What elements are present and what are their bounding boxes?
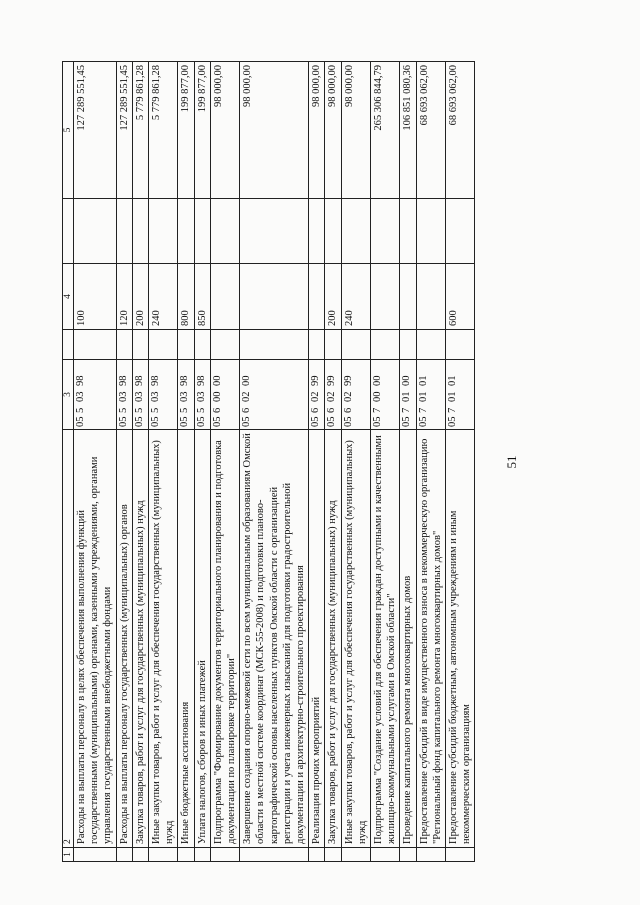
code-part: 02: [241, 391, 253, 402]
row-code: [371, 360, 400, 430]
row-name: Предоставление субсидий в виде имущественного взноса в некоммерческую организацию "Региональный фонд капитального ремонта многоквартирных домов": [416, 430, 445, 848]
row-vr: [210, 264, 239, 330]
code-part: 05: [179, 416, 191, 427]
code-part: 7: [447, 407, 459, 413]
header-col-1: 1: [63, 848, 74, 862]
row-name: Уплата налогов, сборов и иных платежей: [194, 430, 210, 848]
code-part: 7: [401, 407, 413, 413]
code-part: 5: [195, 407, 207, 413]
code-part: 98: [75, 375, 86, 386]
table-row: [446, 62, 475, 862]
row-name: Закупка товаров, работ и услуг для государственных (муниципальных) нужд: [325, 430, 341, 848]
row-spacer-2: [446, 199, 475, 264]
row-spacer-2: [371, 199, 400, 264]
row-spacer: [132, 330, 148, 360]
row-vr: 800: [178, 264, 194, 330]
row-spacer: [341, 330, 370, 360]
code-part: 03: [150, 391, 162, 402]
row-vr: 120: [116, 264, 132, 330]
row-spacer-2: [240, 199, 309, 264]
row-amount: 199 877,00: [194, 62, 210, 199]
header-col-2: 2: [63, 430, 74, 848]
code-part: 99: [310, 375, 322, 386]
code-part: 00: [401, 375, 413, 386]
row-amount: 127 289 551,45: [74, 62, 117, 199]
row-col-1: [210, 848, 239, 862]
code-part: 05: [342, 416, 354, 427]
code-part: 05: [117, 416, 129, 427]
code-part: 05: [326, 416, 338, 427]
code-part: 01: [447, 391, 459, 402]
code-part: 6: [342, 407, 354, 413]
row-col-1: [371, 848, 400, 862]
row-code: [74, 360, 117, 430]
row-code: [341, 360, 370, 430]
code-part: 98: [133, 375, 145, 386]
code-part: 05: [150, 416, 162, 427]
code-part: 7: [372, 407, 384, 413]
code-part: 5: [179, 407, 191, 413]
code-part: 05: [241, 416, 253, 427]
row-spacer: [400, 330, 416, 360]
code-part: 05: [401, 416, 413, 427]
code-part: 05: [133, 416, 145, 427]
row-col-1: [149, 848, 178, 862]
row-name: Расходы на выплаты персоналу в целях обеспечения выполнения функций государственными (муниципальными) органами, казенными учреждениями, органами управления государственными внебюджетными фондами: [74, 430, 117, 848]
code-part: 03: [117, 391, 129, 402]
row-amount: 98 000,00: [325, 62, 341, 199]
code-part: 5: [75, 407, 86, 413]
table-row: [309, 62, 325, 862]
row-vr: [309, 264, 325, 330]
row-code: [194, 360, 210, 430]
row-code: [446, 360, 475, 430]
row-vr: 100: [74, 264, 117, 330]
code-part: 01: [417, 375, 429, 386]
row-vr: 240: [341, 264, 370, 330]
header-spacer: [63, 330, 74, 360]
row-spacer: [309, 330, 325, 360]
row-spacer-2: [132, 199, 148, 264]
row-name: Предоставление субсидий бюджетным, автономным учреждениям и иным некоммерческим организациям: [446, 430, 475, 848]
row-amount: 106 851 080,36: [400, 62, 416, 199]
row-amount: 265 306 844,79: [371, 62, 400, 199]
code-part: 5: [150, 407, 162, 413]
row-name: Иные закупки товаров, работ и услуг для обеспечения государственных (муниципальных) нужд: [341, 430, 370, 848]
row-vr: 240: [149, 264, 178, 330]
code-part: 05: [75, 416, 86, 427]
row-spacer-2: [341, 199, 370, 264]
code-part: 6: [310, 407, 322, 413]
row-code: [240, 360, 309, 430]
code-part: 05: [417, 416, 429, 427]
code-part: 6: [211, 407, 223, 413]
row-spacer: [371, 330, 400, 360]
header-row: [63, 62, 74, 862]
row-amount: 127 289 551,45: [116, 62, 132, 199]
code-part: 02: [342, 391, 354, 402]
row-spacer: [446, 330, 475, 360]
row-code: [309, 360, 325, 430]
row-spacer-2: [178, 199, 194, 264]
row-amount: 199 877,00: [178, 62, 194, 199]
row-spacer-2: [400, 199, 416, 264]
row-col-1: [116, 848, 132, 862]
row-col-1: [341, 848, 370, 862]
rotated-content: [62, 62, 577, 862]
row-spacer-2: [74, 199, 117, 264]
row-spacer-2: [116, 199, 132, 264]
row-amount: 5 779 861,28: [149, 62, 178, 199]
row-vr: [240, 264, 309, 330]
code-part: 03: [75, 391, 86, 402]
row-spacer-2: [194, 199, 210, 264]
table-row: [371, 62, 400, 862]
row-amount: 98 000,00: [210, 62, 239, 199]
budget-table: [62, 61, 475, 862]
row-name: Проведение капитального ремонта многоквартирных домов: [400, 430, 416, 848]
table-row: [116, 62, 132, 862]
code-part: 05: [447, 416, 459, 427]
row-col-1: [309, 848, 325, 862]
code-part: 01: [417, 391, 429, 402]
row-amount: 98 000,00: [341, 62, 370, 199]
row-code: [132, 360, 148, 430]
code-part: 00: [211, 391, 223, 402]
row-vr: 200: [325, 264, 341, 330]
code-part: 01: [401, 391, 413, 402]
code-part: 98: [150, 375, 162, 386]
table-row: [416, 62, 445, 862]
row-name: Завершение создания опорно-межевой сети по всем муниципальным образованиям Омской области в местной системе координат (МСК-55-2008) и подготовки планово-картографической основы населенных пунктов Омской области с организацией регистрации и учета инженерных изысканий для подготовки градостроительной документации и архитектурно-строительного проектирования: [240, 430, 309, 848]
row-spacer: [194, 330, 210, 360]
code-part: 99: [342, 375, 354, 386]
code-part: 03: [195, 391, 207, 402]
row-code: [210, 360, 239, 430]
row-col-1: [446, 848, 475, 862]
code-part: 5: [117, 407, 129, 413]
row-name: Расходы на выплаты персоналу государственных (муниципальных) органов: [116, 430, 132, 848]
code-part: 00: [372, 375, 384, 386]
code-part: 05: [211, 416, 223, 427]
code-part: 98: [117, 375, 129, 386]
row-name: Закупка товаров, работ и услуг для государственных (муниципальных) нужд: [132, 430, 148, 848]
row-vr: [371, 264, 400, 330]
row-code: [400, 360, 416, 430]
row-code: [178, 360, 194, 430]
code-part: 98: [179, 375, 191, 386]
code-part: 01: [447, 375, 459, 386]
row-vr: [400, 264, 416, 330]
row-name: Иные закупки товаров, работ и услуг для обеспечения государственных (муниципальных) нужд: [149, 430, 178, 848]
row-col-1: [325, 848, 341, 862]
row-amount: 98 000,00: [240, 62, 309, 199]
row-vr: 600: [446, 264, 475, 330]
page-number: 51: [504, 455, 519, 469]
row-amount: 5 779 861,28: [132, 62, 148, 199]
table-row: [400, 62, 416, 862]
code-part: 00: [372, 391, 384, 402]
row-vr: [416, 264, 445, 330]
table-row: [210, 62, 239, 862]
row-spacer: [416, 330, 445, 360]
table-row: [178, 62, 194, 862]
code-part: 99: [326, 375, 338, 386]
row-vr: 850: [194, 264, 210, 330]
row-spacer-2: [325, 199, 341, 264]
row-spacer: [74, 330, 117, 360]
header-col-3: 3: [63, 360, 74, 430]
code-part: 02: [326, 391, 338, 402]
row-name: Реализация прочих мероприятий: [309, 430, 325, 848]
code-part: 98: [195, 375, 207, 386]
row-spacer-2: [416, 199, 445, 264]
row-spacer: [210, 330, 239, 360]
row-name: Иные бюджетные ассигнования: [178, 430, 194, 848]
table-row: [132, 62, 148, 862]
row-name: Подпрограмма "Формирование документов территориального планирования и подготовка документации по планировке территории": [210, 430, 239, 848]
row-amount: 68 693 062,00: [416, 62, 445, 199]
row-col-1: [400, 848, 416, 862]
table-row: [194, 62, 210, 862]
row-spacer: [240, 330, 309, 360]
table-row: [240, 62, 309, 862]
row-spacer: [325, 330, 341, 360]
table-row: [341, 62, 370, 862]
row-code: [116, 360, 132, 430]
row-spacer-2: [210, 199, 239, 264]
code-part: 7: [417, 407, 429, 413]
row-spacer-2: [149, 199, 178, 264]
row-name: Подпрограмма "Создание условий для обеспечения граждан доступными и качественными жилищно-коммунальными услугами в Омской области": [371, 430, 400, 848]
table-row: [74, 62, 117, 862]
header-spacer-2: [63, 199, 74, 264]
row-col-1: [74, 848, 117, 862]
row-amount: 98 000,00: [309, 62, 325, 199]
row-col-1: [178, 848, 194, 862]
row-col-1: [416, 848, 445, 862]
code-part: 03: [133, 391, 145, 402]
code-part: 05: [195, 416, 207, 427]
code-part: 6: [241, 407, 253, 413]
code-part: 00: [211, 375, 223, 386]
code-part: 5: [133, 407, 145, 413]
header-col-4: 4: [63, 264, 74, 330]
header-col-5: 5: [63, 62, 74, 199]
row-col-1: [240, 848, 309, 862]
row-col-1: [194, 848, 210, 862]
table-row: [325, 62, 341, 862]
row-spacer-2: [309, 199, 325, 264]
row-code: [325, 360, 341, 430]
row-vr: 200: [132, 264, 148, 330]
code-part: 02: [310, 391, 322, 402]
code-part: 05: [310, 416, 322, 427]
code-part: 05: [372, 416, 384, 427]
row-spacer: [178, 330, 194, 360]
code-part: 03: [179, 391, 191, 402]
table-row: [149, 62, 178, 862]
row-code: [149, 360, 178, 430]
code-part: 00: [241, 375, 253, 386]
row-spacer: [149, 330, 178, 360]
row-amount: 68 693 062,00: [446, 62, 475, 199]
row-code: [416, 360, 445, 430]
row-col-1: [132, 848, 148, 862]
row-spacer: [116, 330, 132, 360]
code-part: 6: [326, 407, 338, 413]
